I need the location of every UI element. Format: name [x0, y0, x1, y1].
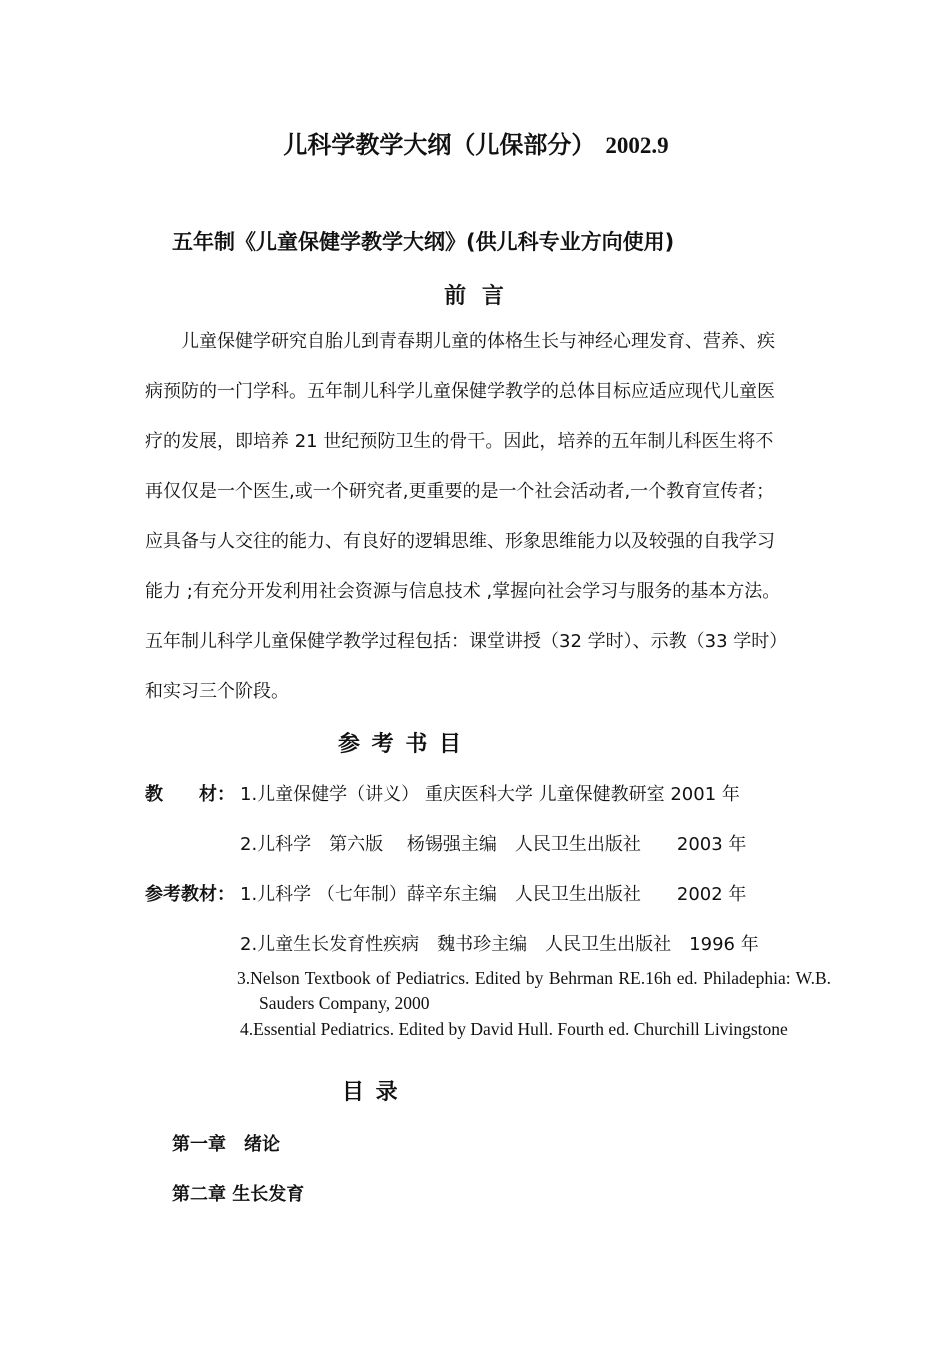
document-subtitle: 五年制《儿童保健学教学大纲》(供儿科专业方向使用)	[172, 230, 675, 254]
preface-line: 五年制儿科学儿童保健学教学过程包括：课堂讲授（32 学时）、示教（33 学时）	[145, 631, 788, 652]
preface-line: 疗的发展，即培养 21 世纪预防卫生的骨干。因此，培养的五年制儿科医生将不	[145, 431, 774, 452]
preface-heading: 前 言	[444, 284, 508, 309]
preface-line: 儿童保健学研究自胎儿到青春期儿童的体格生长与神经心理发育、营养、疾	[181, 331, 775, 352]
preface-line: 应具备与人交往的能力、有良好的逻辑思维、形象思维能力以及较强的自我学习	[145, 531, 775, 552]
english-reference: 4.Essential Pediatrics. Edited by David Hull. Fourth ed. Churchill Livingstone	[240, 1019, 788, 1039]
textbook-item: 1.儿童保健学（讲义） 重庆医科大学 儿童保健教研室 2001 年	[240, 784, 740, 805]
toc-item-chapter-2: 第二章 生长发育	[172, 1184, 305, 1205]
reference-label: 参考教材：	[145, 884, 235, 905]
textbook-label: 教 材：	[145, 784, 235, 805]
reference-book-item: 2.儿童生长发育性疾病 魏书珍主编 人民卫生出版社 1996 年	[240, 934, 759, 955]
toc-item-chapter-1: 第一章 绪论	[172, 1134, 280, 1155]
document-title	[0, 125, 952, 160]
english-reference: 3.Nelson Textbook of Pediatrics. Edited by Behrman RE.16h ed. Philadephia: W.B. Sauders Company, 2000	[237, 968, 831, 1013]
toc-heading: 目 录	[342, 1080, 400, 1105]
preface-line: 病预防的一门学科。五年制儿科学儿童保健学教学的总体目标应适应现代儿童医	[145, 381, 775, 402]
reference-book-item: 1.儿科学 （七年制）薛辛东主编 人民卫生出版社 2002 年	[240, 884, 747, 905]
textbook-item: 2.儿科学 第六版 杨锡强主编 人民卫生出版社 2003 年	[240, 834, 747, 855]
preface-line: 能力 ;有充分开发利用社会资源与信息技术 ,掌握向社会学习与服务的基本方法。	[145, 581, 781, 602]
title-year: 2002.9	[605, 133, 669, 158]
title-text: 儿科学教学大纲（儿保部分）	[283, 131, 596, 159]
preface-paragraph	[145, 317, 810, 717]
references-heading: 参 考 书 目	[338, 732, 463, 757]
preface-line: 再仅仅是一个医生,或一个研究者,更重要的是一个社会活动者,一个教育宣传者；	[145, 481, 775, 502]
preface-line: 和实习三个阶段。	[145, 681, 289, 702]
